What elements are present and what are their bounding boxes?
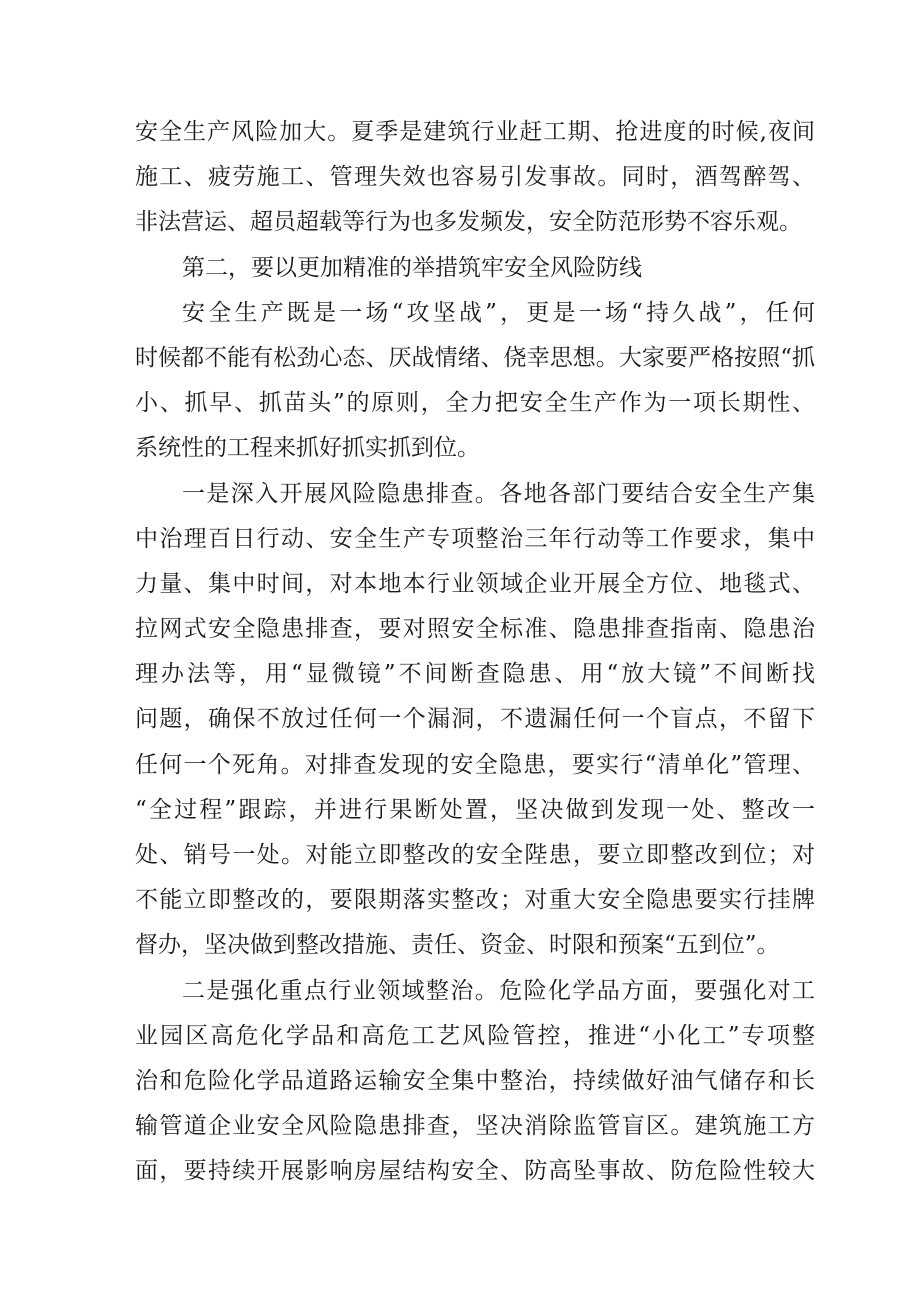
text-line: 问题，确保不放过任何一个漏洞，不遗漏任何一个盲点，不留下: [135, 706, 815, 733]
text-line: 处、销号一处。对能立即整改的安全陛患，要立即整改到位；对: [135, 842, 815, 868]
text-line: 理办法等，用“显微镜”不间断查隐患、用“放大镜”不间断找: [135, 661, 815, 688]
text-line: 治和危险化学品道路运输安全集中整治，持续做好油气储存和长: [135, 1067, 815, 1094]
text-line: 不能立即整改的，要限期落实整改；对重大安全隐患要实行挂牌: [135, 887, 815, 914]
paragraph-first-line: 安全生产既是一场“攻坚战”，更是一场“持久战”，任何: [182, 299, 815, 326]
text-line: 中治理百日行动、安全生产专项整治三年行动等工作要求，集中: [135, 525, 815, 552]
text-line: 面，要持续开展影响房屋结构安全、防高坠事故、防危险性较大: [135, 1158, 815, 1185]
document-body: [135, 110, 815, 1195]
text-line: 非法营运、超员超载等行为也多发频发，安全防范形势不容乐观。: [135, 209, 802, 236]
text-line: 小、抓早、抓苗头”的原则，全力把安全生产作为一项长期性、: [135, 390, 815, 417]
paragraph-first-line: 第二，要以更加精准的举措筑牢安全风险防线: [182, 254, 642, 281]
text-line: 任何一个死角。对排查发现的安全隐患，要实行“清单化”管理、: [135, 751, 815, 778]
text-line: 输管道企业安全风险隐患排查，坚决消除监管盲区。建筑施工方: [135, 1113, 815, 1140]
text-line: 拉网式安全隐患排查，要对照安全标准、隐患排查指南、隐患治: [135, 616, 815, 643]
paragraph-first-line: 一是深入开展风险隐患排查。各地各部门要结合安全生产集: [182, 480, 815, 507]
text-line: 施工、疲劳施工、管理失效也容易引发事故。同时，酒驾醉驾、: [135, 164, 815, 191]
text-line: 时候都不能有松劲心态、厌战情绪、侥幸思想。大家要严格按照“抓: [135, 344, 815, 371]
text-line: 督办，坚决做到整改措施、责任、资金、时限和预案“五到位”。: [135, 932, 780, 959]
text-line: 力量、集中时间，对本地本行业领域企业开展全方位、地毯式、: [135, 570, 815, 597]
text-line: “全过程”跟踪，并进行果断处置，坚决做到发现一处、整改一: [135, 796, 815, 823]
text-line: 安全生产风险加大。夏季是建筑行业赶工期、抢进度的时候,夜间: [135, 119, 815, 145]
text-line: 系统性的工程来抓好抓实抓到位。: [135, 435, 480, 462]
text-line: 业园区高危化学品和高危工艺风险管控，推进“小化工”专项整: [135, 1022, 815, 1049]
paragraph-first-line: 二是强化重点行业领域整治。危险化学品方面，要强化对工: [182, 977, 815, 1004]
